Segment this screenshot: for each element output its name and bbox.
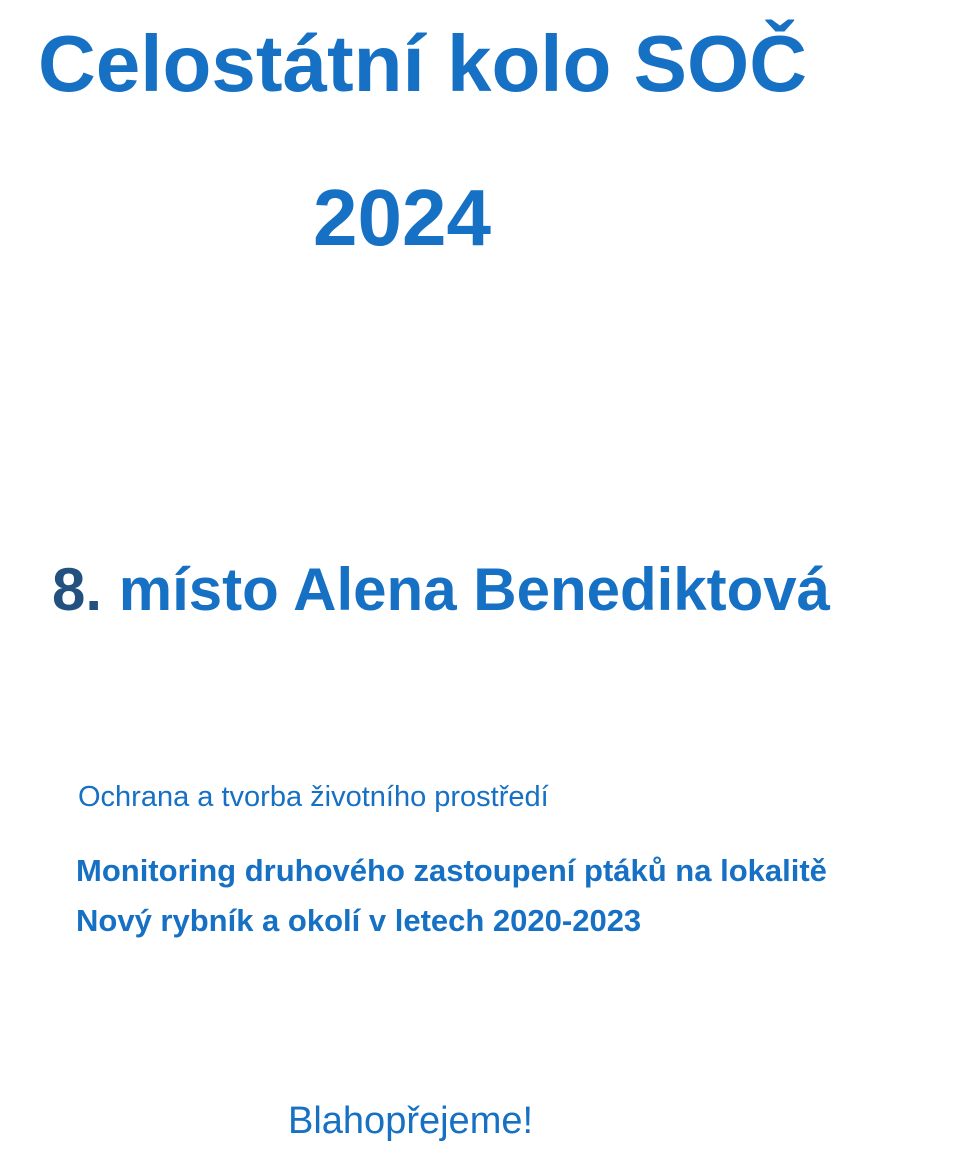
work-title-line2: Nový rybník a okolí v letech 2020-2023 [76, 903, 642, 938]
page-title-year: 2024 [313, 173, 491, 262]
congratulations-text: Blahopřejeme! [288, 1100, 534, 1142]
placement-heading [52, 556, 831, 623]
page-title-line1: Celostátní kolo SOČ [38, 19, 807, 108]
placement-rank: 8. [52, 556, 103, 623]
work-title-line1: Monitoring druhového zastoupení ptáků na lokalitě [76, 853, 827, 888]
placement-name: místo Alena Benediktová [118, 556, 831, 623]
competition-category: Ochrana a tvorba životního prostředí [78, 781, 549, 813]
